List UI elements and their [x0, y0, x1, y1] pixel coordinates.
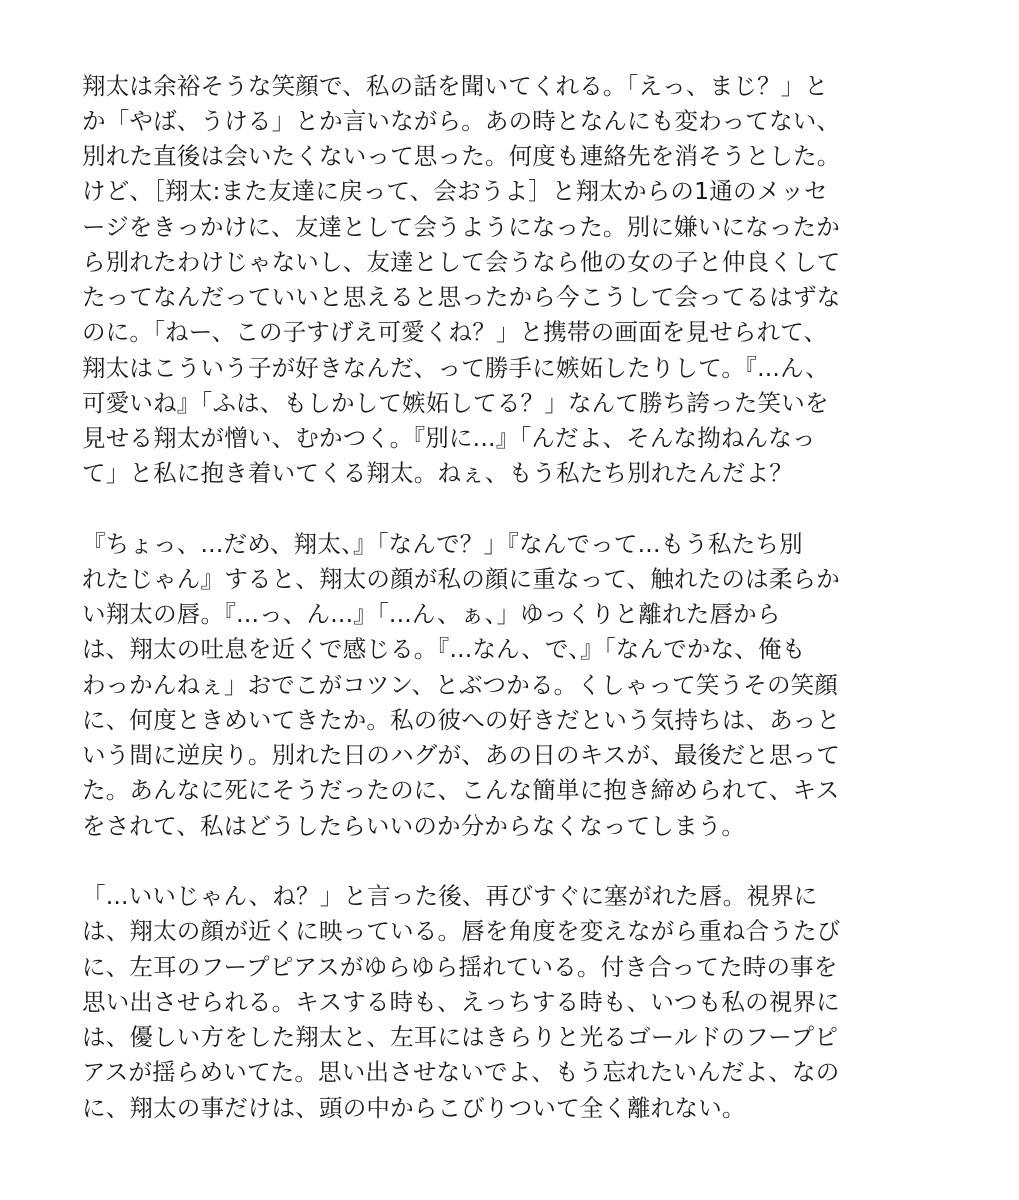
- text-line: 翔太はこういう子が好きなんだ、って勝手に嫉妬したりして。『...ん、: [82, 354, 829, 382]
- text-line: ージをきっかけに、友達として会うようになった。別に嫌いになったか: [82, 213, 840, 241]
- text-line: 『ちょっ、...だめ、翔太、』「なんで？」『なんでって...もう私たち別: [82, 530, 803, 558]
- text-line: たってなんだっていいと思えると思ったから今こうして会ってるはずな: [82, 283, 841, 311]
- text-line: 別れた直後は会いたくないって思った。何度も連絡先を消そうとした。: [82, 142, 841, 170]
- text-line: は、翔太の吐息を近くで感じる。『...なん、で、』「なんでかな、俺も: [82, 635, 806, 663]
- text-line: けど、［翔太:また友達に戻って、会おうよ］と翔太からの1通のメッセ: [82, 177, 828, 205]
- text-line: 翔太は余裕そうな笑顔で、私の話を聞いてくれる。「えっ、まじ？」と: [82, 72, 829, 100]
- text-line: は、翔太の顔が近くに映っている。唇を角度を変えながら重ね合うたび: [82, 917, 841, 945]
- text-line: い翔太の唇。『...っ、ん...』「...ん、ぁ、」ゆっくりと離れた唇から: [82, 600, 781, 628]
- text-line: か「やば、うける」とか言いながら。あの時となんにも変わってない、: [82, 107, 841, 135]
- text-line: れたじゃん』すると、翔太の顔が私の顔に重なって、触れたのは柔らか: [82, 565, 840, 593]
- text-line: に、翔太の事だけは、頭の中からこびりついて全く離れない。: [82, 1094, 746, 1122]
- text-line: のに。「ねー、この子すげえ可愛くね？」と携帯の画面を見せられて、: [82, 318, 828, 346]
- text-line: は、優しい方をした翔太と、左耳にはきらりと光るゴールドのフープピ: [82, 1023, 839, 1051]
- text-line: いう間に逆戻り。別れた日のハグが、あの日のキスが、最後だと思って: [82, 741, 840, 769]
- text-line: に、何度ときめいてきたか。私の彼への好きだという気持ちは、あっと: [82, 706, 841, 734]
- text-line: 可愛いね』「ふは、もしかして嫉妬してる？」なんて勝ち誇った笑いを: [82, 389, 829, 417]
- text-line: に、左耳のフープピアスがゆらゆら揺れている。付き合ってた時の事を: [82, 953, 838, 981]
- text-line: 「...いいじゃん、ね？」と言った後、再びすぐに塞がれた唇。視界に: [82, 882, 818, 910]
- text-line: た。あんなに死にそうだったのに、こんな簡単に抱き締められて、キス: [82, 776, 840, 804]
- text-line: をされて、私はどうしたらいいのか分からなくなってしまう。: [82, 812, 746, 840]
- text-line: て」と私に抱き着いてくる翔太。ねぇ、もう私たち別れたんだよ？: [82, 459, 793, 487]
- text-line: わっかんねぇ」おでこがコツン、とぶつかる。くしゃって笑うその笑顔: [82, 671, 839, 699]
- text-line: ら別れたわけじゃないし、友達として会うなら他の女の子と仲良くして: [82, 248, 841, 276]
- text-line: 見せる翔太が憎い、むかつく。『別に...』「んだよ、そんな拗ねんなっ: [82, 424, 816, 452]
- text-line: アスが揺らめいてた。思い出させないでよ、もう忘れたいんだよ、なの: [82, 1058, 840, 1086]
- text-line: 思い出させられる。キスする時も、えっちする時も、いつも私の視界に: [82, 988, 840, 1016]
